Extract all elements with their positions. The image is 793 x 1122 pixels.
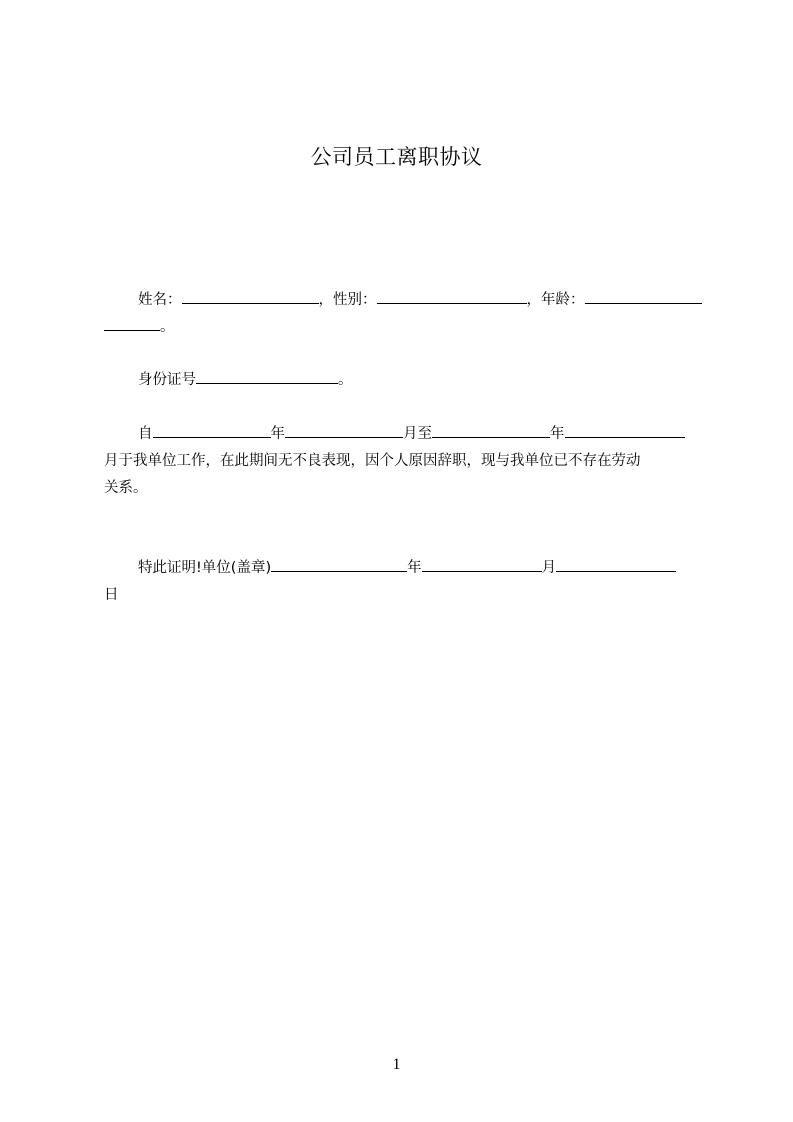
cert-month-label: 月 <box>541 560 557 576</box>
gender-label: ，性别： <box>318 292 377 308</box>
age-label: ，年龄： <box>526 292 585 308</box>
cert-day-label: 日 <box>104 587 119 603</box>
end-year-blank[interactable] <box>432 423 550 438</box>
cert-month-blank[interactable] <box>556 557 676 572</box>
certification-day-line <box>104 584 702 606</box>
page-number: 1 <box>392 1056 401 1073</box>
end-month-blank[interactable] <box>565 423 685 438</box>
certification-line <box>104 557 702 579</box>
employment-period-line <box>104 423 702 445</box>
end-year-label: 年 <box>550 426 565 442</box>
name-label: 姓名： <box>138 292 182 308</box>
employment-statement-line <box>104 450 702 472</box>
certify-text: 特此证明!单位(盖章) <box>138 560 272 576</box>
personal-info-end: 。 <box>160 319 175 335</box>
document-title: 公司员工离职协议 <box>310 145 483 169</box>
id-label: 身份证号 <box>138 372 196 388</box>
from-label: 自 <box>138 426 153 442</box>
gender-blank[interactable] <box>377 289 527 304</box>
employment-statement-end <box>104 477 702 499</box>
cert-year-label: 年 <box>407 560 422 576</box>
id-end: 。 <box>338 372 353 388</box>
age-blank[interactable] <box>585 289 703 304</box>
personal-info-line <box>104 289 702 311</box>
seal-blank[interactable] <box>271 557 407 572</box>
month-to-label: 月至 <box>403 426 432 442</box>
year-label: 年 <box>270 426 285 442</box>
start-month-blank[interactable] <box>285 423 403 438</box>
id-number-line <box>104 369 702 391</box>
id-blank[interactable] <box>196 369 338 384</box>
cert-year-blank[interactable] <box>422 557 542 572</box>
age-blank-cont[interactable] <box>104 316 160 331</box>
relationship-end: 关系。 <box>104 480 148 496</box>
name-blank[interactable] <box>182 289 319 304</box>
employment-statement: 月于我单位工作，在此期间无不良表现，因个人原因辞职，现与我单位已不存在劳动 <box>104 453 641 469</box>
start-year-blank[interactable] <box>153 423 271 438</box>
personal-info-line-cont <box>104 316 702 338</box>
